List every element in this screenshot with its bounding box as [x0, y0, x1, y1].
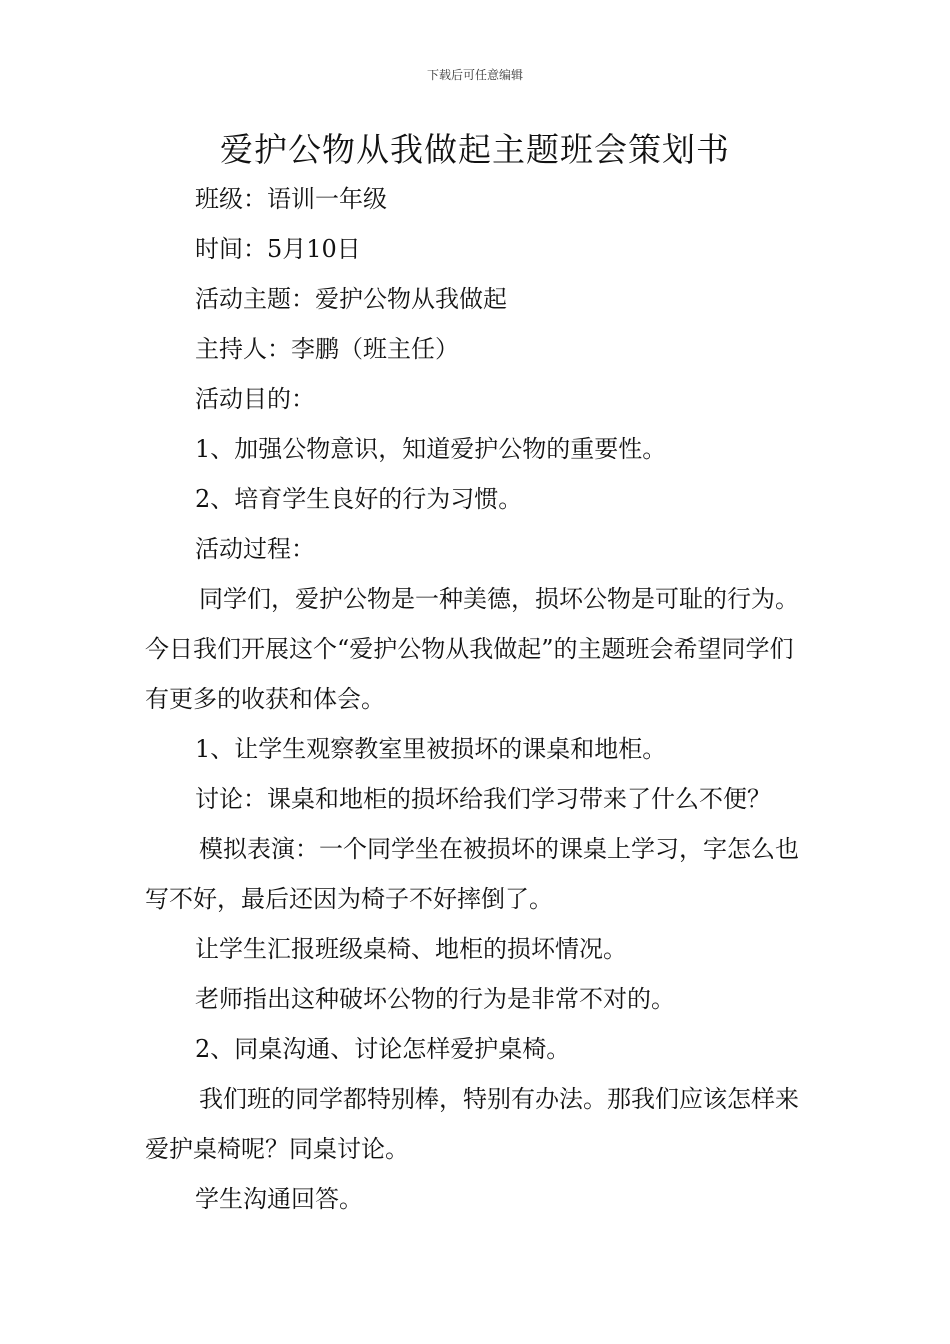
body-paragraph: 让学生汇报班级桌椅、地柜的损坏情况。: [195, 935, 627, 963]
body-paragraph: 2、同桌沟通、讨论怎样爱护桌椅。: [195, 1035, 571, 1063]
document-title: 爱护公物从我做起主题班会策划书: [220, 130, 730, 169]
body-paragraph: 我们班的同学都特别棒，特别有办法。那我们应该怎样来爱护桌椅呢？同桌讨论。: [145, 1085, 799, 1163]
goal-item: 1、加强公物意识，知道爱护公物的重要性。: [195, 435, 667, 463]
body-paragraph: 1、让学生观察教室里被损坏的课桌和地柜。: [195, 735, 667, 763]
goal-heading: 活动目的：: [195, 385, 315, 413]
theme-line: 活动主题：爱护公物从我做起: [195, 285, 507, 313]
body-paragraph: 老师指出这种破坏公物的行为是非常不对的。: [195, 985, 675, 1013]
header-note: 下载后可任意编辑: [426, 68, 523, 82]
document-body: [145, 174, 810, 1224]
class-line: 班级：语训一年级: [195, 185, 387, 213]
body-paragraph: 学生沟通回答。: [195, 1185, 363, 1213]
body-paragraph: 同学们，爱护公物是一种美德，损坏公物是可耻的行为。今日我们开展这个“爱护公物从我做起”的主题班会希望同学们有更多的收获和体会。: [145, 585, 799, 713]
time-line: 时间：5月10日: [195, 235, 361, 263]
goal-item: 2、培育学生良好的行为习惯。: [195, 485, 523, 513]
body-paragraph: 模拟表演：一个同学坐在被损坏的课桌上学习，字怎么也写不好，最后还因为椅子不好摔倒了。: [145, 835, 799, 913]
body-paragraph: 讨论：课桌和地柜的损坏给我们学习带来了什么不便？: [195, 785, 771, 813]
host-line: 主持人：李鹏（班主任）: [195, 335, 459, 363]
process-heading: 活动过程：: [195, 535, 315, 563]
